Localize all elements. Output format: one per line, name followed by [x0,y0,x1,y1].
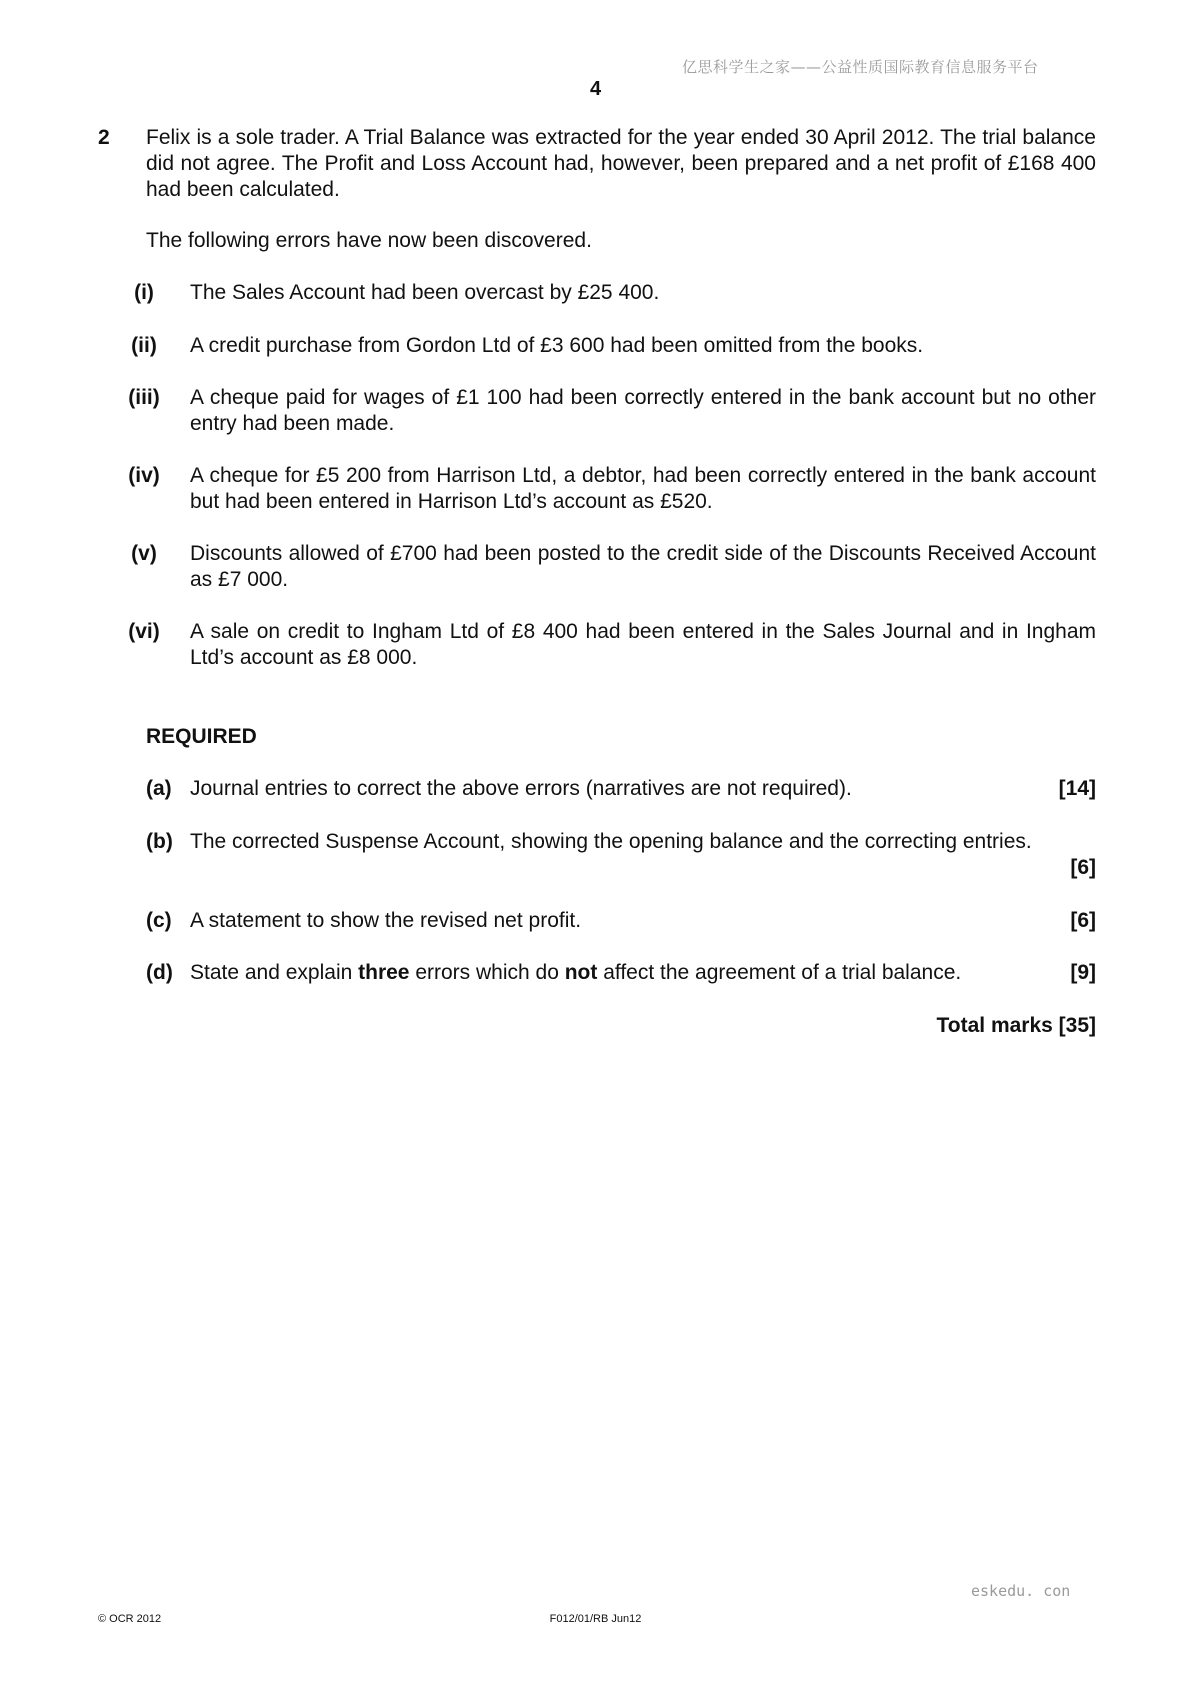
part-text-segment: affect the agreement of a trial balance. [597,961,962,984]
error-text: Discounts allowed of £700 had been posted to the credit side of the Discounts Received Account as £7 000. [190,542,1096,591]
errors-lead: The following errors have now been discovered. [146,229,592,252]
total-marks: Total marks [35] [936,1014,1096,1037]
required-heading: REQUIRED [146,725,257,748]
part-text: A statement to show the revised net profit. [190,909,582,932]
error-number: (v) [131,542,157,565]
error-text: A credit purchase from Gordon Ltd of £3 600 had been omitted from the books. [190,334,924,357]
error-text: A sale on credit to Ingham Ltd of £8 400 had been entered in the Sales Journal and in Ingham Ltd’s account as £8 000. [190,620,1096,669]
error-text: A cheque for £5 200 from Harrison Ltd, a debtor, had been correctly entered in the bank account but had been entered in Harrison Ltd’s account as £520. [190,464,1096,513]
part-number: (a) [146,777,172,800]
part-number: (d) [146,961,173,984]
part-marks: [6] [1070,856,1096,879]
error-number: (vi) [128,620,160,643]
question-intro: Felix is a sole trader. A Trial Balance was extracted for the year ended 30 April 2012. The trial balance did not agree. The Profit and Loss Account had, however, been prepared and a net profit of £168 400 had been calculated. [146,126,1096,201]
part-marks: [6] [1070,909,1096,932]
part-text [190,960,1096,986]
error-text: The Sales Account had been overcast by £25 400. [190,281,660,304]
error-number: (iii) [128,386,160,409]
page-number: 4 [589,78,602,100]
part-text: Journal entries to correct the above errors (narratives are not required). [190,777,852,800]
part-number: (c) [146,909,172,932]
watermark-bottom: eskedu. con [971,1582,1071,1600]
part-marks: [9] [1070,961,1096,984]
error-text: A cheque paid for wages of £1 100 had been correctly entered in the bank account but no other entry had been made. [190,386,1096,435]
error-number: (ii) [131,334,157,357]
part-text-emphasis: not [564,961,598,984]
part-text-emphasis: three [358,961,410,984]
part-text-segment: errors which do [409,961,565,984]
footer-copyright: © OCR 2012 [98,1613,162,1625]
error-number: (iv) [128,464,160,487]
part-text-segment: State and explain [190,961,359,984]
error-number: (i) [134,281,154,304]
part-text: The corrected Suspense Account, showing the opening balance and the correcting entries. [190,830,1032,853]
part-marks: [14] [1058,777,1096,800]
part-number: (b) [146,830,173,853]
footer-code: F012/01/RB Jun12 [549,1613,642,1625]
question-number: 2 [98,126,110,149]
watermark-top: 亿思科学生之家——公益性质国际教育信息服务平台 [682,58,1039,76]
